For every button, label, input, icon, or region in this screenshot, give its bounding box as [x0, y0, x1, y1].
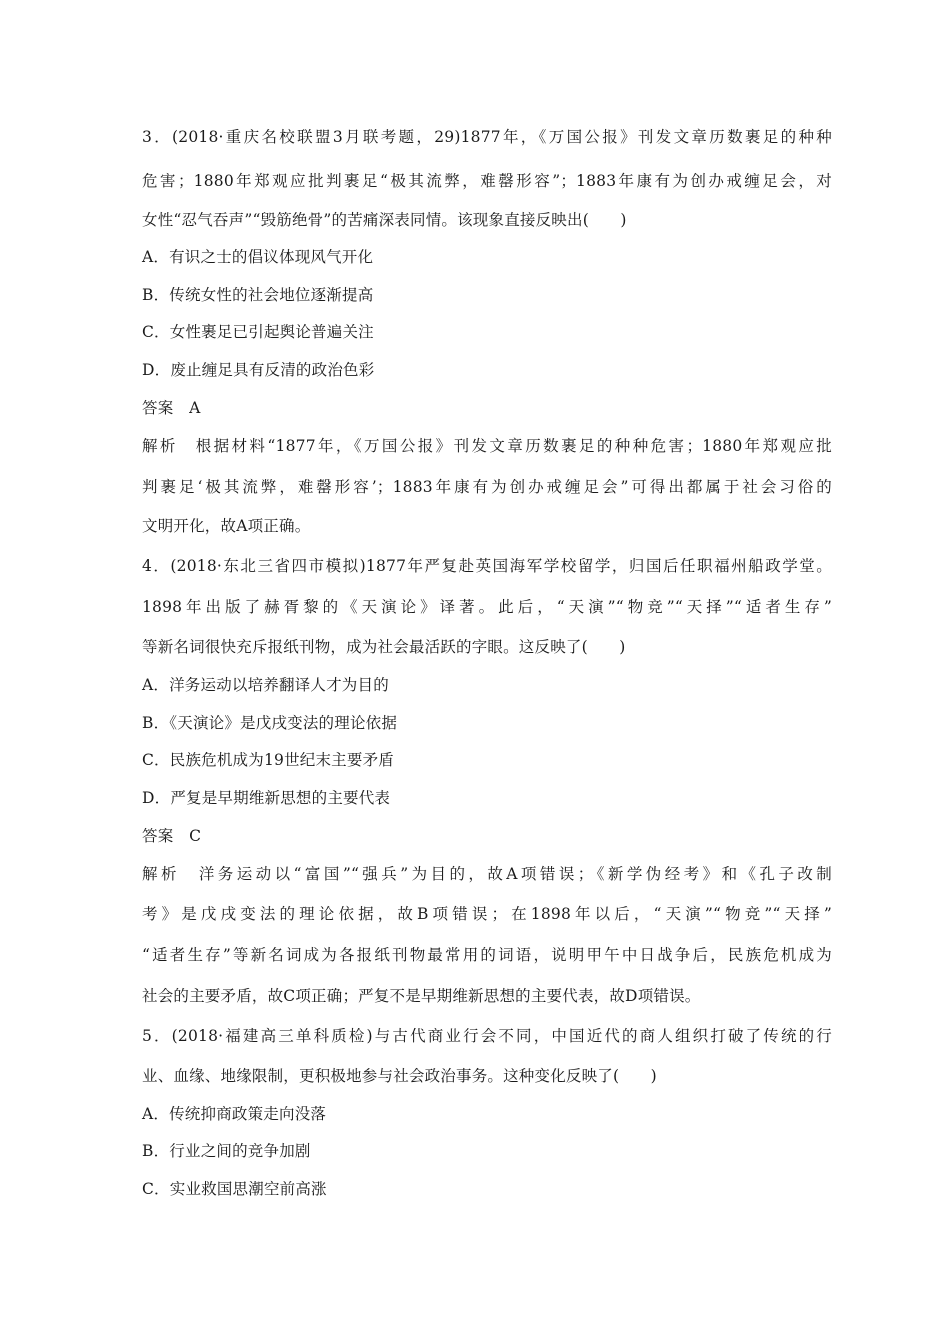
question-3-option-d: D．废止缠足具有反清的政治色彩 [142, 361, 375, 379]
question-4-stem-line-3: 等新名词很快充斥报纸刊物，成为社会最活跃的字眼。这反映了( ) [142, 638, 626, 656]
question-4-analysis-line-1: 解析 洋务运动以“富国”“强兵”为目的，故A项错误；《新学伪经考》和《孔子改制 [142, 865, 832, 883]
question-5-option-a: A．传统抑商政策走向没落 [142, 1105, 327, 1123]
question-3-option-b: B．传统女性的社会地位逐渐提高 [142, 286, 374, 304]
question-3-answer: 答案 A [142, 399, 201, 417]
question-4-stem-line-1: 4．(2018·东北三省四市模拟)1877年严复赴英国海军学校留学，归国后任职福州船政学堂。 [142, 557, 832, 575]
question-4-analysis-line-3: “适者生存”等新名词成为各报纸刊物最常用的词语，说明甲午中日战争后，民族危机成为 [142, 946, 832, 964]
question-5-option-c: C．实业救国思潮空前高涨 [142, 1180, 327, 1198]
question-4-option-d: D．严复是早期维新思想的主要代表 [142, 789, 391, 807]
question-4-analysis-line-2: 考》是戊戌变法的理论依据，故B项错误；在1898年以后，“天演”“物竞”“天择” [142, 905, 832, 923]
question-3-option-c: C．女性裹足已引起舆论普遍关注 [142, 323, 374, 341]
question-4-option-c: C．民族危机成为19世纪末主要矛盾 [142, 751, 394, 769]
question-3-analysis-line-2: 判裹足‘极其流弊，难罄形容’；1883年康有为创办戒缠足会”可得出都属于社会习俗的 [142, 478, 832, 496]
question-4-option-a: A．洋务运动以培养翻译人才为目的 [142, 676, 389, 694]
question-5-stem-line-1: 5．(2018·福建高三单科质检)与古代商业行会不同，中国近代的商人组织打破了传统的行 [142, 1027, 832, 1045]
question-3-analysis-line-1: 解析 根据材料“1877年，《万国公报》刊发文章历数裹足的种种危害；1880年郑观应批 [142, 437, 832, 455]
question-3-stem-line-3: 女性“忍气吞声”“毁筋绝骨”的苦痛深表同情。该现象直接反映出( ) [142, 211, 627, 229]
question-3-stem-line-1: 3．(2018·重庆名校联盟3月联考题，29)1877年，《万国公报》刊发文章历数裹足的种种 [142, 128, 832, 146]
question-4-answer: 答案 C [142, 827, 202, 845]
question-4-option-b: B．《天演论》是戊戌变法的理论依据 [142, 714, 398, 732]
question-4-stem-line-2: 1898年出版了赫胥黎的《天演论》译著。此后，“天演”“物竞”“天择”“适者生存” [142, 598, 832, 616]
question-4-analysis-line-4: 社会的主要矛盾，故C项正确；严复不是早期维新思想的主要代表，故D项错误。 [142, 987, 701, 1005]
question-3-stem-line-2: 危害；1880年郑观应批判裹足“极其流弊，难罄形容”；1883年康有为创办戒缠足会，对 [142, 172, 832, 190]
question-5-option-b: B．行业之间的竞争加剧 [142, 1142, 311, 1160]
question-3-analysis-line-3: 文明开化，故A项正确。 [142, 517, 311, 535]
question-3-option-a: A．有识之士的倡议体现风气开化 [142, 248, 374, 266]
question-5-stem-line-2: 业、血缘、地缘限制，更积极地参与社会政治事务。这种变化反映了( ) [142, 1067, 657, 1085]
